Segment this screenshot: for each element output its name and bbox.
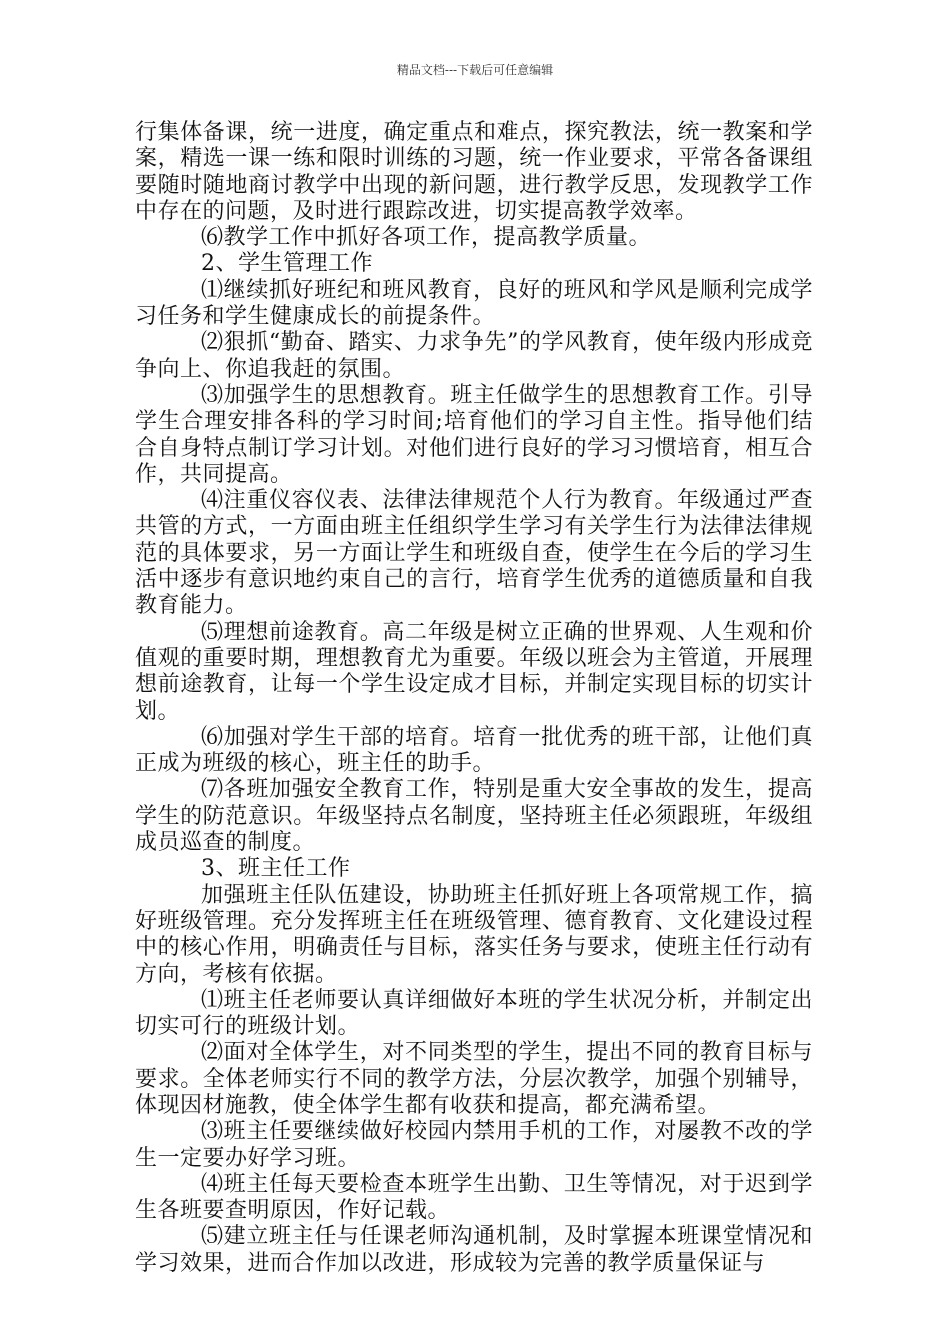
paragraph-student-item-4: ⑷注重仪容仪表、法律法律规范个人行为教育。年级通过严查共管的方式，一方面由班主任组织学生学习有关学生行为法律法律规范的具体要求，另一方面让学生和班级自查，使学生在今后的学习生活中逐步有意识地约束自己的言行，培育学生优秀的道德质量和自我教育能力。 [135,488,813,619]
paragraph-head-teacher-item-2: ⑵面对全体学生，对不同类型的学生，提出不同的教育目标与要求。全体老师实行不同的教学方法，分层次教学，加强个别辅导，体现因材施教，使全体学生都有收获和提高，都充满希望。 [135,1040,813,1118]
paragraph-student-item-5: ⑸理想前途教育。高二年级是树立正确的世界观、人生观和价值观的重要时期，理想教育尤为重要。年级以班会为主管道，开展理想前途教育，让每一个学生设定成才目标，并制定实现目标的切实计划。 [135,619,813,724]
paragraph-head-teacher-intro: 加强班主任队伍建设，协助班主任抓好班上各项常规工作，搞好班级管理。充分发挥班主任在班级管理、德育教育、文化建设过程中的核心作用，明确责任与目标，落实任务与要求，使班主任行动有方向，考核有依据。 [135,882,813,987]
document-body [135,120,813,1277]
paragraph-head-teacher-item-3: ⑶班主任要继续做好校园内禁用手机的工作，对屡教不改的学生一定要办好学习班。 [135,1119,813,1171]
paragraph-head-teacher-item-4: ⑷班主任每天要检查本班学生出勤、卫生等情况，对于迟到学生各班要查明原因，作好记载。 [135,1171,813,1224]
section-heading-head-teacher: 3、班主任工作 [201,856,351,882]
paragraph-head-teacher-item-5: ⑸建立班主任与任课老师沟通机制，及时掌握本班课堂情况和学习效果，进而合作加以改进，形成较为完善的教学质量保证与 [135,1224,813,1276]
paragraph-student-item-1: ⑴继续抓好班纪和班风教育，良好的班风和学风是顺利完成学习任务和学生健康成长的前提条件。 [135,277,813,330]
section-heading-student-management: 2、学生管理工作 [201,251,373,277]
paragraph-student-item-2: ⑵狠抓“勤奋、踏实、力求争先”的学风教育，使年级内形成竞争向上、你追我赶的氛围。 [135,330,813,382]
page-header: 精品文档---下载后可任意编辑 [396,63,554,77]
paragraph-student-item-7: ⑺各班加强安全教育工作，特别是重大安全事故的发生，提高学生的防范意识。年级坚持点名制度，坚持班主任必须跟班，年级组成员巡查的制度。 [135,777,813,856]
paragraph-continuation: 行集体备课，统一进度，确定重点和难点，探究教法，统一教案和学案，精选一课一练和限时训练的习题，统一作业要求，平常各备课组要随时随地商讨教学中出现的新问题，进行教学反思，发现教学工作中存在的问题，及时进行跟踪改进，切实提高教学效率。 [135,120,813,224]
paragraph-teaching-item-6: ⑹教学工作中抓好各项工作，提高教学质量。 [201,225,652,251]
paragraph-student-item-3: ⑶加强学生的思想教育。班主任做学生的思想教育工作。引导学生合理安排各科的学习时间;培育他们的学习自主性。指导他们结合自身特点制订学习计划。对他们进行良好的学习习惯培育，相互合作，共同提高。 [135,382,813,487]
paragraph-student-item-6: ⑹加强对学生干部的培育。培育一批优秀的班干部，让他们真正成为班级的核心，班主任的助手。 [135,724,813,777]
paragraph-head-teacher-item-1: ⑴班主任老师要认真详细做好本班的学生状况分析，并制定出切实可行的班级计划。 [135,987,813,1040]
